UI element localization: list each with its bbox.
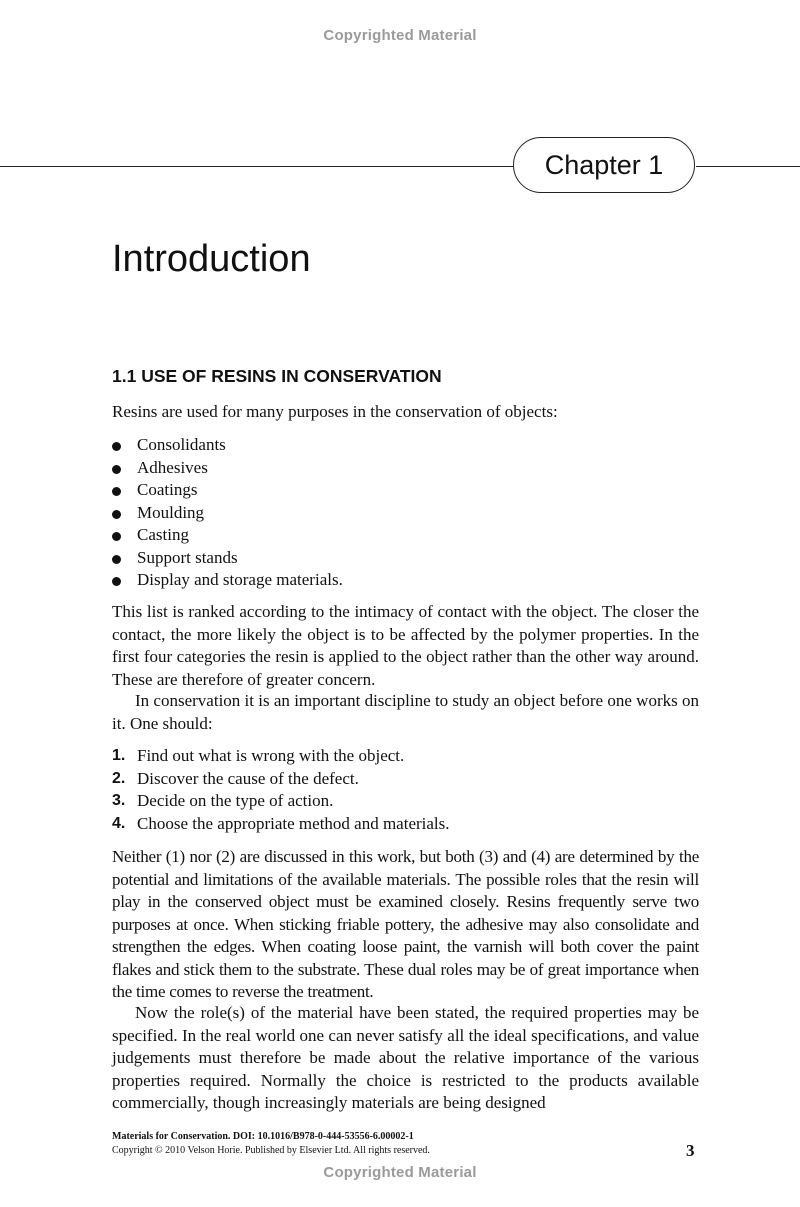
copyright-watermark-bottom: Copyrighted Material [323, 1164, 477, 1181]
step-text: Choose the appropriate method and materials. [137, 813, 450, 833]
step-text: Find out what is wrong with the object. [137, 746, 405, 765]
bullet-icon [112, 510, 121, 519]
list-item-text: Support stands [137, 547, 238, 567]
list-item [112, 547, 343, 570]
page-footer [112, 1130, 699, 1158]
list-item-text: Adhesives [137, 457, 208, 477]
list-item-text: Moulding [137, 502, 205, 522]
list-item [112, 524, 343, 547]
bullet-icon [112, 577, 121, 586]
intro-paragraph: Resins are used for many purposes in the conservation of objects: [112, 402, 558, 421]
list-item [112, 479, 343, 502]
copyright-watermark-top: Copyrighted Material [323, 27, 477, 44]
chapter-rule-left [0, 166, 514, 167]
section-heading: 1.1 USE OF RESINS IN CONSERVATION [112, 366, 442, 386]
list-item [112, 457, 343, 480]
body-paragraph-4: Now the role(s) of the material have been stated, the required properties may be specified. In the real world one can never satisfy all the ideal specifications, and value judgements must therefore be made about the relative importance of the various properties required. Normally the choice is restricted to the products available commercially, though increasingly materials are being designed [112, 1003, 699, 1112]
list-item [112, 434, 343, 457]
step-item [112, 813, 450, 836]
list-item [112, 502, 343, 525]
step-item [112, 745, 450, 768]
doi-line: Materials for Conservation. DOI: 10.1016/B978-0-444-53556-6.00002-1 [112, 1131, 414, 1142]
step-number: 4. [112, 814, 126, 832]
step-item [112, 790, 450, 813]
bullet-icon [112, 465, 121, 474]
chapter-rule-right [696, 166, 800, 167]
list-item-text: Consolidants [137, 435, 226, 454]
uses-list [112, 434, 343, 592]
step-number: 1. [112, 747, 126, 764]
list-item-text: Casting [137, 525, 189, 544]
chapter-title: Introduction [112, 238, 311, 280]
list-item [112, 569, 343, 592]
bullet-icon [112, 555, 121, 564]
body-paragraph-1: This list is ranked according to the intimacy of contact with the object. The closer the contact, the more likely the object is to be affected by the polymer properties. In the first four categories the resin is applied to the object rather than the other way around. These are therefore of greater concern. [112, 602, 699, 689]
step-item [112, 768, 450, 791]
bullet-icon [112, 532, 121, 541]
chapter-label: Chapter 1 [513, 137, 695, 193]
copyright-line: Copyright © 2010 Velson Horie. Published by Elsevier Ltd. All rights reserved. [112, 1145, 430, 1156]
body-paragraph-2: In conservation it is an important discipline to study an object before one works on it. One should: [112, 691, 699, 733]
page-number: 3 [686, 1141, 695, 1160]
list-item-text: Display and storage materials. [137, 570, 343, 589]
steps-list [112, 745, 450, 835]
body-paragraph-3: Neither (1) nor (2) are discussed in this work, but both (3) and (4) are determined by the potential and limitations of the available materials. The possible roles that the resin will play in the conserved object must be examined closely. Resins frequently serve two purposes at once. When sticking friable pottery, the adhesive may also consolidate and strengthen the edges. When coating loose paint, the varnish will both cover the paint flakes and stick them to the substrate. These dual roles may be of great importance when the time comes to reverse the treatment. [112, 847, 699, 1001]
bullet-icon [112, 442, 121, 451]
step-number: 3. [112, 792, 126, 809]
step-number: 2. [112, 769, 126, 787]
step-text: Decide on the type of action. [137, 791, 334, 810]
step-text: Discover the cause of the defect. [137, 768, 359, 788]
bullet-icon [112, 487, 121, 496]
list-item-text: Coatings [137, 480, 198, 499]
